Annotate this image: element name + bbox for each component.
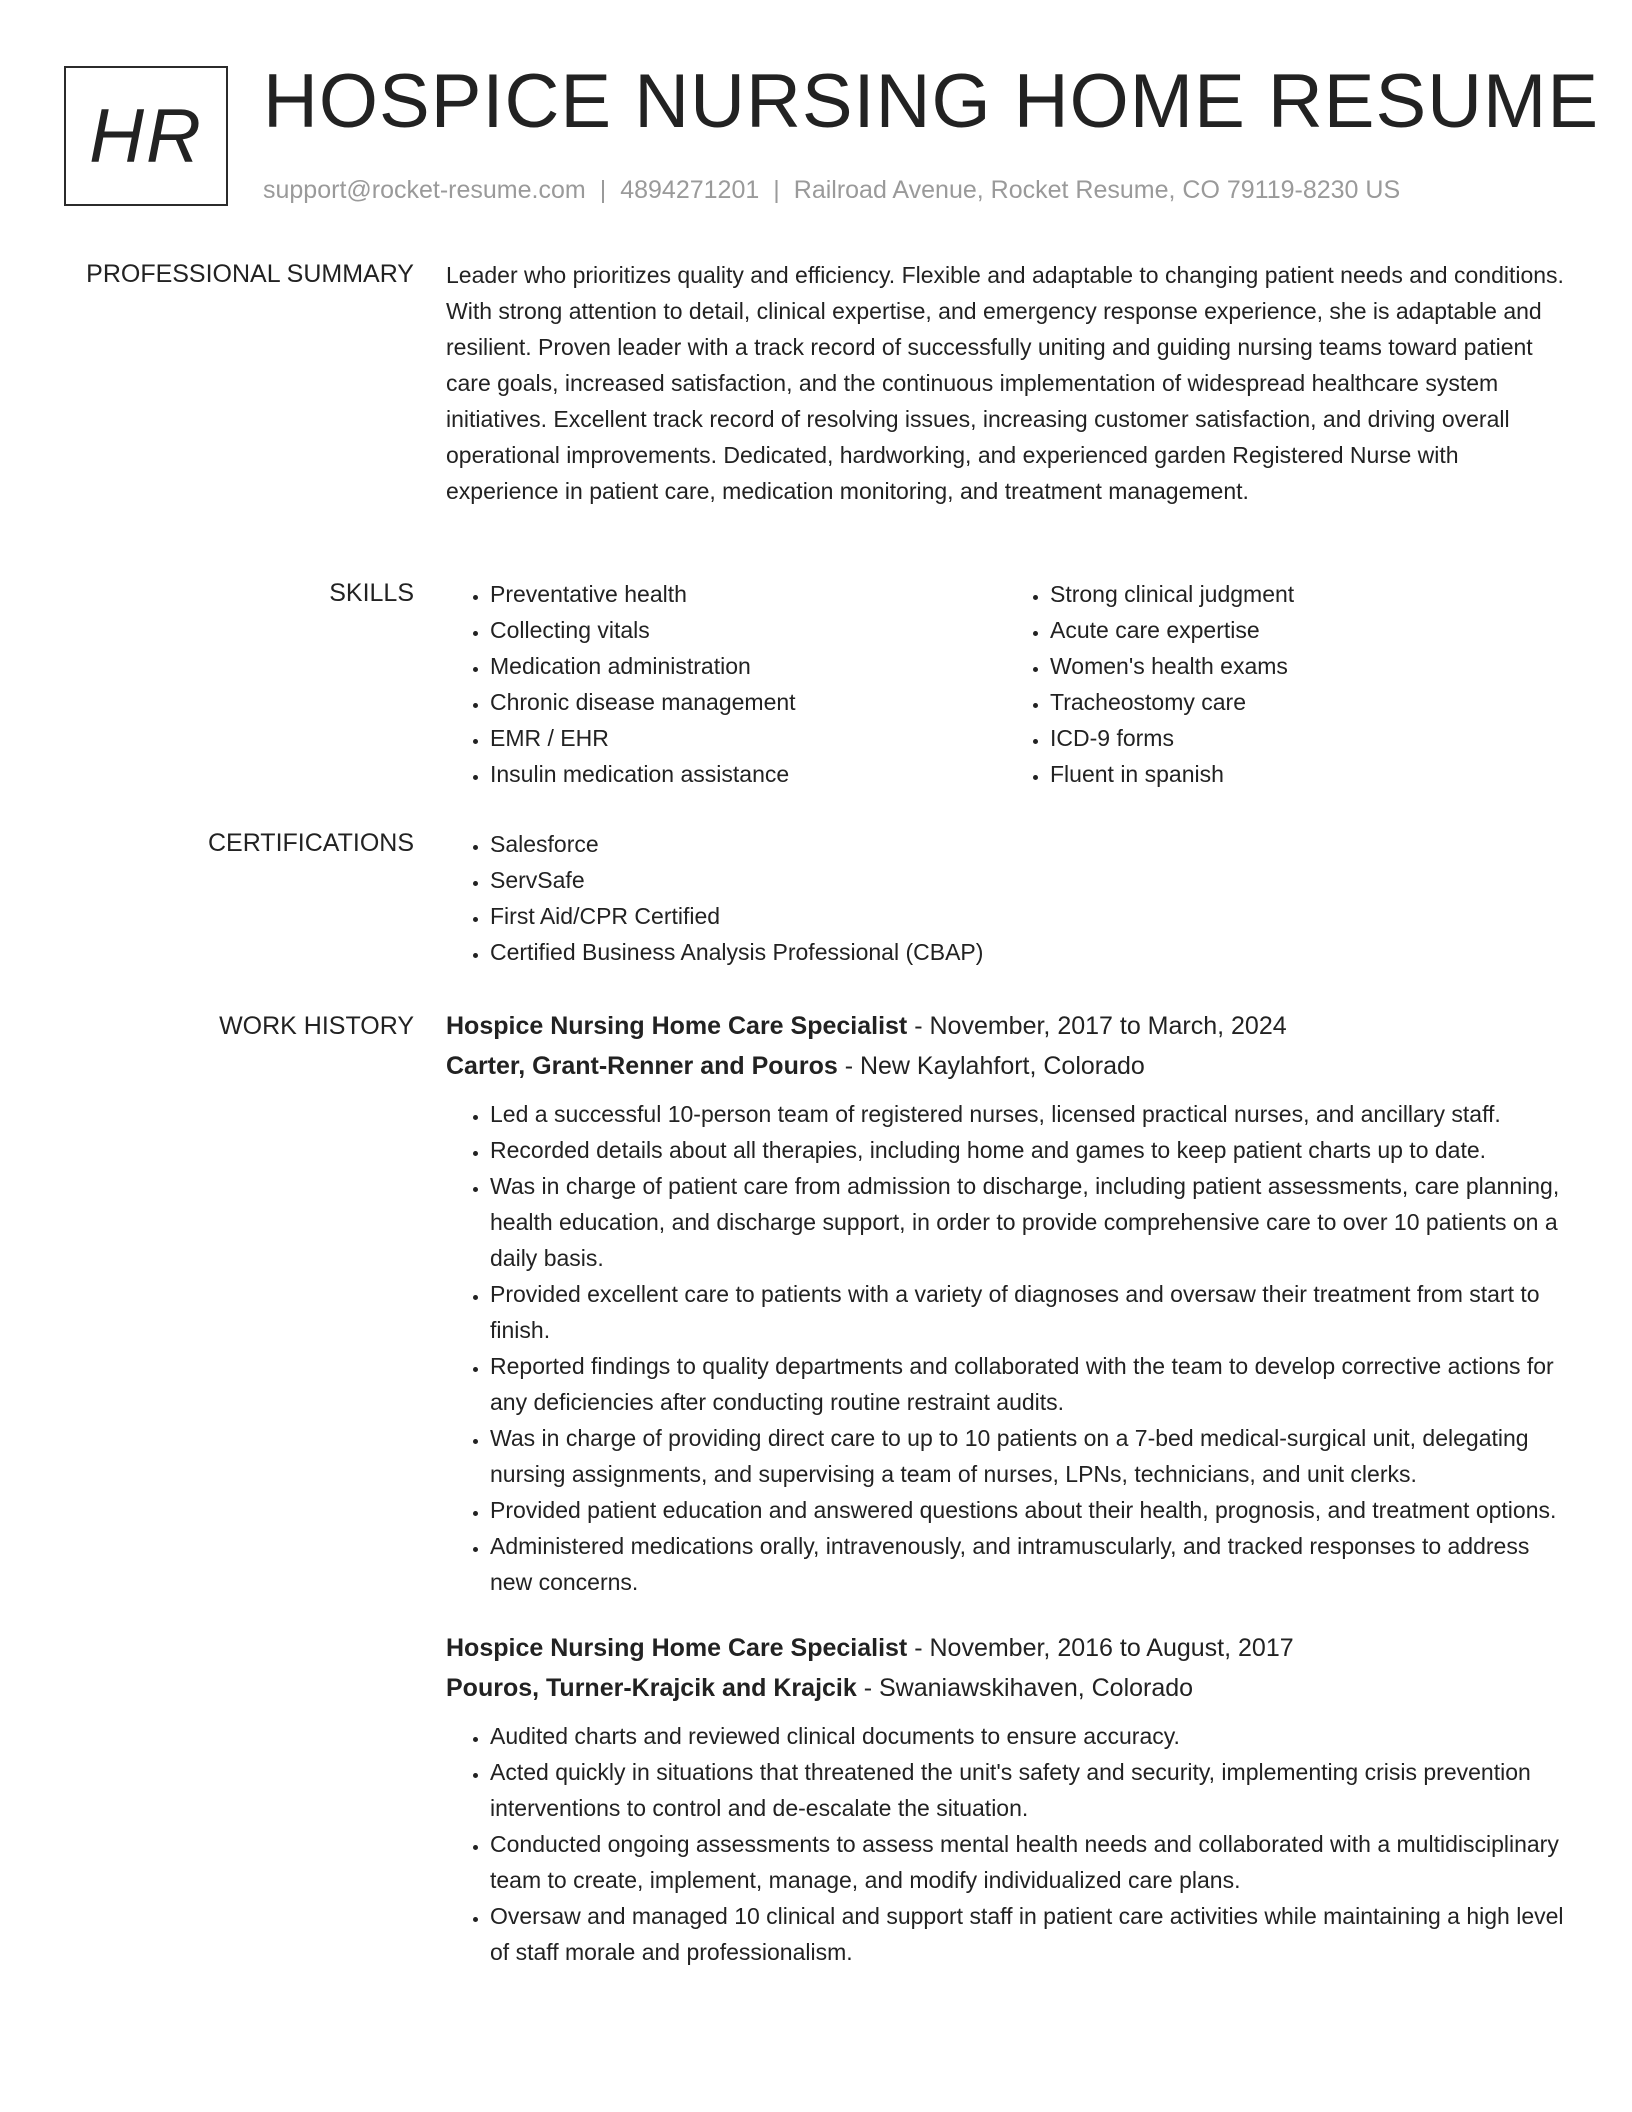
job-bullet: • Acted quickly in situations that threatened the unit's safety and security, implementing crisis prevention interventions to control and de-escalate the situation. — [490, 1754, 1566, 1826]
job-bullet: • Led a successful 10-person team of registered nurses, licensed practical nurses, and ancillary staff. — [490, 1096, 1566, 1132]
job-dates: November, 2017 to March, 2024 — [929, 1012, 1287, 1040]
job-bullet: • Conducted ongoing assessments to assess mental health needs and collaborated with a multidisciplinary team to create, implement, manage, and modify individualized care plans. — [490, 1826, 1566, 1898]
certification-item: • Certified Business Analysis Professional (CBAP) — [490, 934, 1566, 970]
job-bullet-list — [446, 1096, 1566, 1600]
job-bullet: • Provided excellent care to patients with a variety of diagnoses and oversaw their treatment from start to finish. — [490, 1276, 1566, 1348]
skill-item: • Women's health exams — [1050, 648, 1566, 684]
certification-item: • ServSafe — [490, 862, 1566, 898]
work-history-body — [446, 1006, 1566, 1970]
job-bullet: • Was in charge of providing direct care to up to 10 patients on a 7-bed medical-surgical unit, delegating nursing assignments, and supervising a team of nurses, LPNs, technicians, and unit clerks. — [490, 1420, 1566, 1492]
job-title: Hospice Nursing Home Care Specialist — [446, 1634, 908, 1662]
contact-line — [263, 174, 1400, 206]
job-location: Swaniawskihaven, Colorado — [879, 1674, 1194, 1702]
job-title-line: Hospice Nursing Home Care Specialist - November, 2016 to August, 2017 — [446, 1634, 1294, 1662]
skills-list-left — [446, 576, 1006, 792]
skill-item: • Insulin medication assistance — [490, 756, 1006, 792]
job-company-line: Carter, Grant-Renner and Pouros - New Kaylahfort, Colorado — [446, 1052, 1145, 1080]
job-entry — [446, 1628, 1566, 1970]
job-title-line: Hospice Nursing Home Care Specialist - November, 2017 to March, 2024 — [446, 1012, 1287, 1040]
job-entry — [446, 1006, 1566, 1600]
skill-item: • Strong clinical judgment — [1050, 576, 1566, 612]
skill-item: • Tracheostomy care — [1050, 684, 1566, 720]
job-bullet: • Reported findings to quality departments and collaborated with the team to develop corrective actions for any deficiencies after conducting routine restraint audits. — [490, 1348, 1566, 1420]
job-company: Carter, Grant-Renner and Pouros — [446, 1052, 838, 1080]
section-label-certifications: CERTIFICATIONS — [207, 829, 414, 857]
skill-item: • ICD-9 forms — [1050, 720, 1566, 756]
job-bullet: • Oversaw and managed 10 clinical and support staff in patient care activities while maintaining a high level of staff morale and professionalism. — [490, 1898, 1566, 1970]
skill-item: • Preventative health — [490, 576, 1006, 612]
skill-item: • EMR / EHR — [490, 720, 1006, 756]
skills-list-right — [1006, 576, 1566, 792]
monogram-box — [64, 66, 228, 206]
job-bullet: • Administered medications orally, intravenously, and intramuscularly, and tracked responses to address new concerns. — [490, 1528, 1566, 1600]
section-label-work-history: WORK HISTORY — [219, 1012, 414, 1040]
job-dates: November, 2016 to August, 2017 — [929, 1634, 1294, 1662]
skill-item: • Medication administration — [490, 648, 1006, 684]
job-company: Pouros, Turner-Krajcik and Krajcik — [446, 1674, 857, 1702]
job-bullet-list — [446, 1718, 1566, 1970]
job-bullet: • Audited charts and reviewed clinical documents to ensure accuracy. — [490, 1718, 1566, 1754]
job-bullet: • Provided patient education and answered questions about their health, prognosis, and treatment options. — [490, 1492, 1566, 1528]
skills-columns — [446, 576, 1566, 792]
skill-item: • Acute care expertise — [1050, 612, 1566, 648]
resume-title: HOSPICE NURSING HOME RESUME — [263, 59, 1600, 144]
summary-text: Leader who prioritizes quality and efficiency. Flexible and adaptable to changing patient needs and conditions. With strong attention to detail, clinical expertise, and emergency response experience, she is adaptable and resilient. Proven leader with a track record of successfully uniting and guiding nursing teams toward patient care goals, increased satisfaction, and the continuous implementation of widespread healthcare system initiatives. Excellent track record of resolving issues, increasing customer satisfaction, and driving overall operational improvements. Dedicated, hardworking, and experienced garden Registered Nurse with experience in patient care, medication monitoring, and treatment management. — [446, 262, 1564, 504]
monogram-initials: HR — [89, 93, 203, 179]
contact-email: support@rocket-resume.com — [263, 176, 586, 204]
certifications-body — [446, 826, 1566, 970]
certification-item: • Salesforce — [490, 826, 1566, 862]
job-location: New Kaylahfort, Colorado — [859, 1052, 1145, 1080]
contact-address: Railroad Avenue, Rocket Resume, CO 79119-8230 US — [793, 176, 1401, 204]
skill-item: • Chronic disease management — [490, 684, 1006, 720]
contact-phone: 4894271201 — [620, 176, 760, 204]
certification-item: • First Aid/CPR Certified — [490, 898, 1566, 934]
skill-item: • Collecting vitals — [490, 612, 1006, 648]
contact-separator: | — [599, 176, 607, 204]
job-title: Hospice Nursing Home Care Specialist — [446, 1012, 908, 1040]
job-bullet: • Was in charge of patient care from admission to discharge, including patient assessments, care planning, health education, and discharge support, in order to provide comprehensive care to over 10 patients on a daily basis. — [490, 1168, 1566, 1276]
job-company-line: Pouros, Turner-Krajcik and Krajcik - Swaniawskihaven, Colorado — [446, 1674, 1194, 1702]
skill-item: • Fluent in spanish — [1050, 756, 1566, 792]
contact-separator: | — [773, 176, 780, 204]
section-label-skills: SKILLS — [329, 579, 414, 607]
section-label-summary: PROFESSIONAL SUMMARY — [86, 260, 414, 288]
job-bullet: • Recorded details about all therapies, including home and games to keep patient charts up to date. — [490, 1132, 1566, 1168]
certifications-list — [446, 826, 1566, 970]
